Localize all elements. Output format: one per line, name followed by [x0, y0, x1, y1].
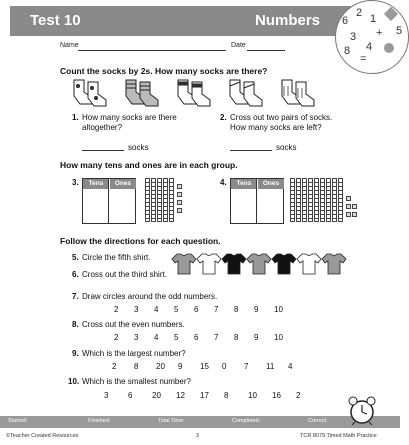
number-choice[interactable]: 15 [200, 362, 209, 371]
date-line[interactable] [247, 50, 285, 51]
number-choice[interactable]: 12 [176, 391, 185, 400]
q10-number-row [104, 391, 319, 401]
date-label: Date [231, 42, 246, 49]
ten-rod [169, 178, 174, 222]
q7-text: Draw circles around the odd numbers. [82, 292, 218, 301]
one-cube [352, 212, 357, 217]
ten-rod [302, 178, 307, 222]
number-choice[interactable]: 2 [296, 391, 301, 400]
number-choice[interactable]: 5 [174, 333, 179, 342]
one-cube [177, 184, 182, 189]
ten-rod [145, 178, 150, 222]
number-choice[interactable]: 9 [254, 333, 259, 342]
numbers-badge: 6 2 1 5 3 4 8 + = [335, 0, 409, 74]
number-choice[interactable]: 9 [254, 305, 259, 314]
ten-rod [326, 178, 331, 222]
timing-footer-bar [0, 416, 400, 428]
finished-label: Finished: [88, 418, 111, 424]
shirt-7[interactable] [322, 254, 346, 274]
q3-ones-header: Ones [109, 179, 136, 189]
number-choice[interactable]: 7 [214, 305, 219, 314]
ten-rod [338, 178, 343, 222]
one-cube [177, 192, 182, 197]
q7-number-row [114, 305, 294, 315]
number-choice[interactable]: 2 [112, 362, 117, 371]
diamond-icon [384, 7, 398, 21]
one-cube [177, 200, 182, 205]
q10-number: 10. [68, 377, 80, 386]
q4-number: 4. [220, 178, 227, 187]
number-choice[interactable]: 3 [104, 391, 109, 400]
q2-unit: socks [276, 143, 297, 152]
number-choice[interactable]: 16 [272, 391, 281, 400]
one-cube [346, 212, 351, 217]
number-choice[interactable]: 3 [134, 305, 139, 314]
q4-column-divider [256, 179, 257, 223]
number-choice[interactable]: 20 [152, 391, 161, 400]
shirt-4[interactable] [247, 254, 271, 274]
number-choice[interactable]: 7 [214, 333, 219, 342]
ten-rod [151, 178, 156, 222]
ten-rod [296, 178, 301, 222]
number-choice[interactable]: 0 [222, 362, 227, 371]
ten-rod [163, 178, 168, 222]
page-number: 3 [196, 433, 200, 439]
q4-blocks [290, 178, 360, 224]
q7-number: 7. [72, 292, 79, 301]
q9-number: 9. [72, 349, 79, 358]
number-choice[interactable]: 4 [154, 333, 159, 342]
q9-number-row [112, 362, 312, 372]
q3-number: 3. [72, 178, 79, 187]
number-choice[interactable]: 11 [266, 362, 275, 371]
number-choice[interactable]: 10 [274, 305, 283, 314]
shirt-2[interactable] [197, 254, 221, 274]
total-time-label: Total Time: [158, 418, 185, 424]
started-label: Started: [8, 418, 28, 424]
name-line[interactable] [78, 50, 226, 51]
ten-rod [332, 178, 337, 222]
q8-text: Cross out the even numbers. [82, 320, 185, 329]
one-cube [177, 208, 182, 213]
socks-instruction: Count the socks by 2s. How many socks are there? [60, 66, 268, 76]
sock-pair-2 [126, 80, 158, 106]
q3-blocks [145, 178, 195, 224]
number-choice[interactable]: 8 [234, 333, 239, 342]
number-choice[interactable]: 6 [194, 305, 199, 314]
q2-number: 2. [220, 113, 227, 122]
number-choice[interactable]: 7 [244, 362, 249, 371]
number-choice[interactable]: 8 [224, 391, 229, 400]
q3-column-divider [108, 179, 109, 223]
copyright-text: ©Teacher Created Resources [6, 433, 79, 439]
number-choice[interactable]: 4 [154, 305, 159, 314]
shirts-row [172, 252, 352, 276]
number-choice[interactable]: 8 [234, 305, 239, 314]
q6-number: 6. [72, 270, 79, 279]
completed-label: Completed: [232, 418, 261, 424]
ten-rod [157, 178, 162, 222]
q4-tens-header: Tens [231, 179, 257, 189]
q1-answer-line[interactable] [82, 150, 124, 151]
q9-text: Which is the largest number? [82, 349, 186, 358]
q6-text: Cross out the third shirt. [82, 270, 167, 279]
shirt-1[interactable] [172, 254, 196, 274]
ten-rod [320, 178, 325, 222]
sock-pair-5 [282, 80, 314, 106]
ten-rod [290, 178, 295, 222]
sock-pair-1 [74, 80, 106, 106]
number-choice[interactable]: 5 [174, 305, 179, 314]
number-choice[interactable]: 6 [128, 391, 133, 400]
number-choice[interactable]: 17 [200, 391, 209, 400]
shirt-6[interactable] [297, 254, 321, 274]
circle-icon [384, 43, 394, 53]
q8-number-row [114, 333, 294, 343]
one-cube [346, 196, 351, 201]
ten-rod [314, 178, 319, 222]
topic-title: Numbers [255, 12, 321, 29]
number-choice[interactable]: 4 [288, 362, 293, 371]
number-choice[interactable]: 8 [134, 362, 139, 371]
socks-illustration [72, 78, 342, 108]
test-label: Test 10 [30, 12, 81, 29]
one-cube [352, 204, 357, 209]
number-choice[interactable]: 2 [114, 305, 119, 314]
number-choice[interactable]: 9 [178, 362, 183, 371]
number-choice[interactable]: 6 [194, 333, 199, 342]
number-choice[interactable]: 10 [274, 333, 283, 342]
correct-label: Correct: [308, 418, 328, 424]
q3-tens-header: Tens [83, 179, 109, 189]
name-label: Name [60, 42, 79, 49]
number-choice[interactable]: 20 [156, 362, 165, 371]
q1-unit: socks [128, 143, 149, 152]
shirt-3[interactable] [222, 254, 246, 274]
shirt-5[interactable] [272, 254, 296, 274]
number-choice[interactable]: 10 [248, 391, 257, 400]
q5-number: 5. [72, 253, 79, 262]
q8-number: 8. [72, 320, 79, 329]
q5-text: Circle the fifth shirt. [82, 253, 151, 262]
q4-ones-header: Ones [257, 179, 284, 189]
q3-tens-ones-table [82, 178, 136, 224]
number-choice[interactable]: 2 [114, 333, 119, 342]
book-title: TCR 8079 Timed Math Practice [300, 433, 377, 439]
sock-pair-4 [230, 80, 262, 106]
tens-instruction: How many tens and ones are in each group. [60, 160, 238, 170]
q2-answer-line[interactable] [230, 150, 272, 151]
one-cube [346, 204, 351, 209]
q4-tens-ones-table [230, 178, 284, 224]
q1-number: 1. [72, 113, 79, 122]
ten-rod [308, 178, 313, 222]
directions-instruction: Follow the directions for each question. [60, 236, 221, 246]
q10-text: Which is the smallest number? [82, 377, 191, 386]
number-choice[interactable]: 3 [134, 333, 139, 342]
sock-pair-3 [178, 80, 210, 106]
q2-text: Cross out two pairs of socks. How many socks are left? [230, 113, 333, 132]
q1-text: How many socks are there altogether? [82, 113, 177, 132]
alarm-clock-icon [345, 396, 379, 426]
